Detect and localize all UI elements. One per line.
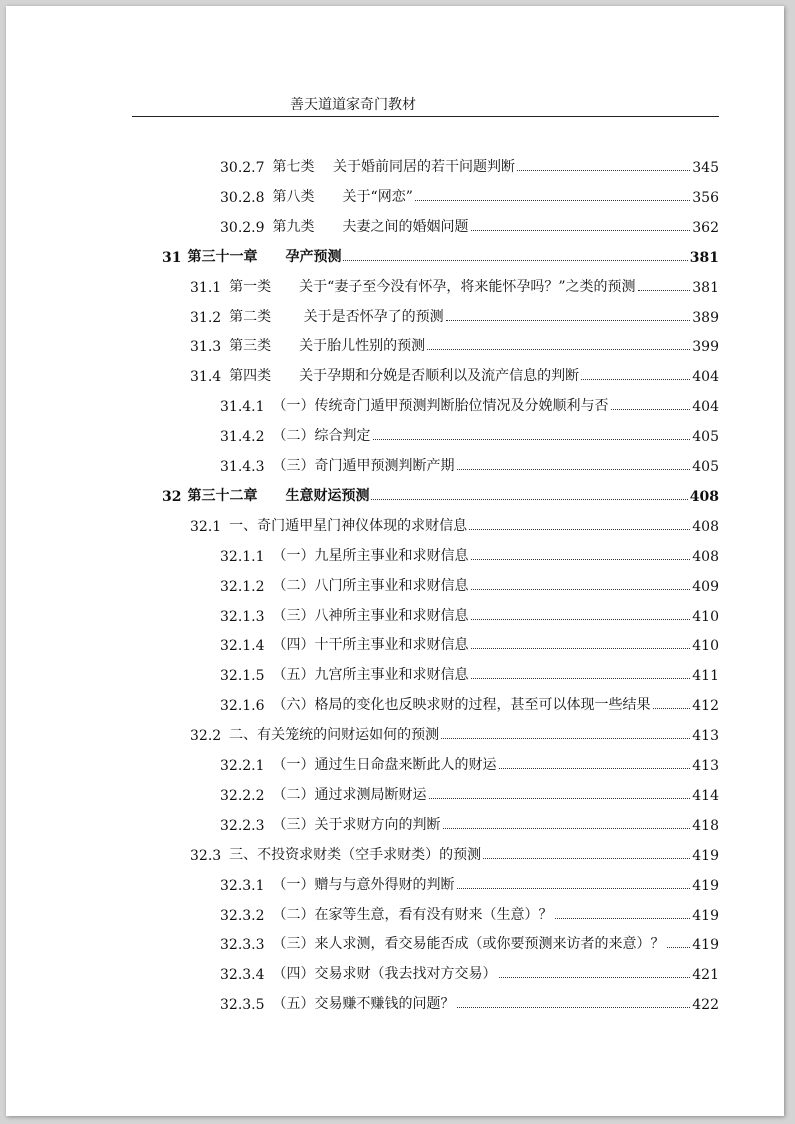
toc-entry-number: 30.2.8 — [220, 189, 265, 206]
toc-entry-title: 第九类 夫妻之间的婚姻问题 — [272, 218, 469, 235]
toc-entry-page-number: 356 — [692, 189, 719, 206]
toc-entry-title: （二）综合判定 — [272, 428, 371, 445]
toc-dot-leader — [499, 977, 691, 978]
toc-entry-page-number: 414 — [692, 787, 719, 804]
toc-entry[interactable] — [220, 782, 719, 804]
toc-dot-leader — [653, 708, 691, 709]
toc-entry-page-number: 410 — [692, 608, 719, 625]
toc-entry[interactable] — [220, 692, 719, 714]
toc-entry[interactable] — [220, 573, 719, 595]
toc-dot-leader — [638, 290, 691, 291]
toc-entry-page-number: 404 — [692, 369, 719, 386]
toc-entry-page-number: 419 — [692, 937, 719, 954]
toc-dot-leader — [471, 230, 691, 231]
toc-entry-title: （六）格局的变化也反映求财的过程，甚至可以体现一些结果 — [272, 697, 651, 714]
toc-entry-number: 32.2.3 — [220, 817, 265, 834]
toc-dot-leader — [427, 349, 690, 350]
toc-dot-leader — [471, 678, 691, 679]
toc-dot-leader — [446, 320, 691, 321]
toc-dot-leader — [471, 559, 691, 560]
toc-entry-page-number: 418 — [692, 817, 719, 834]
toc-entry[interactable] — [220, 812, 719, 834]
toc-entry-number: 32 — [162, 488, 182, 505]
toc-entry-title: 第一类 关于“妻子至今没有怀孕，将来能怀孕吗？”之类的预测 — [229, 278, 636, 295]
toc-entry-title: （三）关于求财方向的判断 — [272, 816, 441, 833]
document-page — [6, 6, 784, 1116]
toc-entry-title: （一）通过生日命盘来断此人的财运 — [272, 757, 497, 773]
toc-entry-title: 第四类 关于孕期和分娩是否顺利以及流产信息的判断 — [229, 368, 580, 385]
toc-dot-leader — [667, 947, 691, 948]
toc-entry-page-number: 419 — [692, 847, 719, 864]
toc-dot-leader — [555, 918, 691, 919]
toc-entry-title: （二）通过求测局断财运 — [272, 786, 427, 803]
toc-dot-leader — [581, 379, 690, 380]
toc-dot-leader — [611, 409, 691, 410]
toc-entry-number: 31.3 — [190, 339, 222, 356]
toc-entry[interactable] — [162, 483, 719, 505]
toc-entry[interactable] — [220, 453, 719, 475]
toc-entry[interactable] — [220, 752, 719, 774]
toc-entry[interactable] — [190, 513, 719, 535]
toc-dot-leader — [499, 768, 691, 769]
toc-entry-page-number: 408 — [692, 548, 719, 565]
toc-entry-title: 第三类 关于胎儿性别的预测 — [229, 338, 426, 355]
toc-entry-number: 32.3.4 — [220, 967, 265, 984]
toc-entry-number: 30.2.7 — [220, 160, 265, 176]
toc-entry-number: 31.4.2 — [220, 429, 265, 446]
toc-entry[interactable] — [220, 931, 719, 953]
toc-entry[interactable] — [190, 333, 719, 355]
toc-entry-number: 31.4.1 — [220, 399, 265, 416]
page-header — [132, 94, 719, 114]
toc-entry[interactable] — [220, 991, 719, 1013]
toc-entry-page-number: 408 — [692, 518, 719, 535]
toc-entry-title: （一）赠与与意外得财的判断 — [272, 876, 455, 893]
toc-dot-leader — [483, 858, 690, 859]
toc-entry-number: 32.3.3 — [220, 937, 265, 954]
toc-entry-page-number: 405 — [692, 459, 719, 475]
toc-entry-number: 30.2.9 — [220, 219, 265, 236]
toc-dot-leader — [441, 738, 690, 739]
toc-entry[interactable] — [220, 662, 719, 684]
toc-dot-leader — [469, 529, 690, 530]
toc-entry-title: （二）在家等生意，看有没有财来（生意）？ — [272, 906, 553, 923]
toc-entry[interactable] — [190, 274, 719, 296]
toc-entry[interactable] — [190, 304, 719, 326]
toc-entry[interactable] — [190, 842, 719, 864]
toc-entry[interactable] — [220, 872, 719, 894]
toc-entry-number: 31 — [162, 249, 182, 266]
header-title: 善天道道家奇门教材 — [290, 97, 416, 113]
toc-entry-title: （五）交易赚不赚钱的问题？ — [272, 996, 455, 1013]
toc-entry[interactable] — [220, 214, 719, 236]
toc-entry-page-number: 389 — [692, 309, 719, 326]
toc-entry-number: 32.1.5 — [220, 668, 265, 685]
toc-entry-title: （四）交易求财（我去找对方交易） — [272, 966, 497, 983]
toc-entry[interactable] — [162, 244, 719, 266]
toc-entry-number: 32.2.2 — [220, 787, 265, 804]
header-rule — [132, 116, 719, 117]
toc-dot-leader — [457, 469, 691, 470]
toc-entry[interactable] — [220, 632, 719, 654]
toc-entry[interactable] — [190, 363, 719, 385]
toc-entry-page-number: 362 — [692, 219, 719, 236]
toc-entry-page-number: 399 — [692, 339, 719, 356]
toc-entry-number: 32.3.5 — [220, 997, 265, 1014]
toc-entry-page-number: 404 — [692, 399, 719, 416]
toc-entry-title: 一、奇门遁甲星门神仪体现的求财信息 — [229, 517, 468, 534]
toc-entry-title: 第三十二章 生意财运预测 — [187, 487, 370, 504]
toc-entry[interactable] — [220, 393, 719, 415]
toc-entry-page-number: 381 — [692, 279, 719, 296]
toc-entry-title: （二）八门所主事业和求财信息 — [272, 577, 469, 594]
toc-entry-number: 32.3.1 — [220, 877, 265, 894]
toc-entry-number: 32.3.2 — [220, 907, 265, 924]
toc-entry-title: 二、有关笼统的问财运如何的预测 — [229, 727, 440, 744]
toc-entry-page-number: 419 — [692, 907, 719, 924]
toc-entry-number: 32.2.1 — [220, 758, 265, 774]
toc-entry-title: （三）来人求测，看交易能否成（或你要预测来访者的来意）？ — [272, 936, 665, 953]
toc-dot-leader — [457, 1007, 691, 1008]
toc-entry-title: （四）十干所主事业和求财信息 — [272, 637, 469, 654]
toc-entry-page-number: 421 — [692, 967, 719, 984]
toc-entry-page-number: 381 — [689, 249, 719, 266]
toc-entry[interactable] — [220, 603, 719, 625]
toc-entry-page-number: 345 — [692, 160, 719, 176]
toc-entry-title: （三）八神所主事业和求财信息 — [272, 607, 469, 624]
toc-entry-page-number: 422 — [692, 997, 719, 1014]
toc-entry[interactable] — [190, 722, 719, 744]
toc-entry-page-number: 410 — [692, 638, 719, 655]
toc-entry-number: 31.1 — [190, 279, 222, 296]
toc-entry-number: 31.4 — [190, 369, 222, 386]
toc-entry-number: 32.1 — [190, 518, 222, 535]
toc-dot-leader — [517, 170, 690, 171]
toc-entry-page-number: 419 — [692, 877, 719, 894]
toc-entry[interactable] — [220, 184, 719, 206]
toc-entry-page-number: 409 — [692, 578, 719, 595]
toc-entry-page-number: 412 — [692, 698, 719, 715]
toc-entry-number: 32.1.3 — [220, 608, 265, 625]
toc-entry-page-number: 411 — [692, 668, 719, 685]
toc-entry[interactable] — [220, 902, 719, 924]
toc-entry-number: 32.2 — [190, 728, 222, 745]
toc-entry[interactable] — [220, 423, 719, 445]
toc-entry-page-number: 405 — [692, 429, 719, 446]
toc-entry-page-number: 408 — [689, 488, 719, 505]
toc-entry-title: （一）九星所主事业和求财信息 — [272, 547, 469, 564]
toc-dot-leader — [415, 200, 690, 201]
toc-entry-number: 32.1.1 — [220, 548, 265, 565]
toc-entry[interactable] — [220, 543, 719, 565]
toc-entry-number: 32.1.4 — [220, 638, 265, 655]
toc-entry-title: 第七类 关于婚前同居的若干问题判断 — [272, 159, 515, 175]
toc-dot-leader — [373, 439, 691, 440]
toc-dot-leader — [471, 589, 691, 590]
toc-entry-title: （三）奇门遁甲预测判断产期 — [272, 458, 455, 474]
toc-entry-title: （五）九宫所主事业和求财信息 — [272, 667, 469, 684]
toc-entry-page-number: 413 — [692, 728, 719, 745]
toc-dot-leader — [443, 828, 691, 829]
toc-dot-leader — [371, 499, 687, 500]
toc-dot-leader — [429, 798, 691, 799]
toc-entry-number: 32.3 — [190, 847, 222, 864]
toc-entry-title: 第八类 关于“网恋” — [272, 188, 413, 205]
toc-entry[interactable] — [220, 961, 719, 983]
toc-entry-page-number: 413 — [692, 758, 719, 774]
toc-entry-number: 32.1.2 — [220, 578, 265, 595]
toc-entry-number: 32.1.6 — [220, 698, 265, 715]
toc-dot-leader — [471, 648, 691, 649]
toc-entry[interactable] — [220, 154, 719, 176]
toc-entry-title: 第二类 关于是否怀孕了的预测 — [229, 308, 444, 325]
toc-entry-title: （一）传统奇门遁甲预测判断胎位情况及分娩顺利与否 — [272, 398, 609, 415]
toc-entry-number: 31.2 — [190, 309, 222, 326]
toc-entry-title: 第三十一章 孕产预测 — [187, 248, 342, 265]
toc-dot-leader — [343, 260, 687, 261]
toc-dot-leader — [471, 619, 691, 620]
toc-dot-leader — [457, 888, 691, 889]
toc-entry-number: 31.4.3 — [220, 459, 265, 475]
toc-entry-title: 三、不投资求财类（空手求财类）的预测 — [229, 846, 482, 863]
